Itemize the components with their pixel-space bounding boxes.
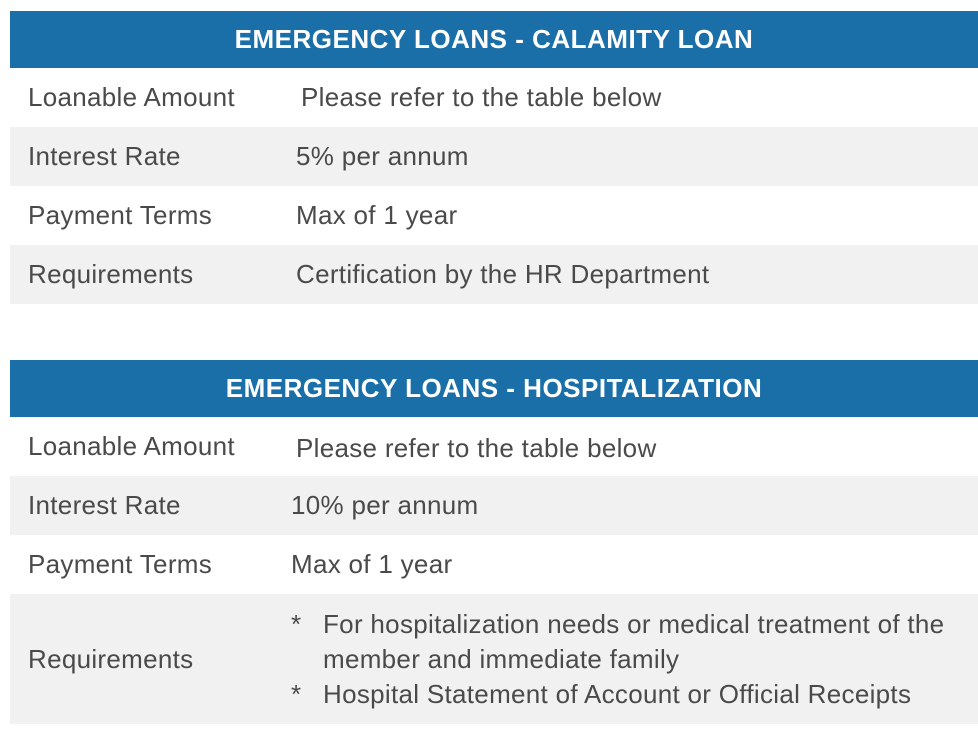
table-row-requirements [10, 594, 978, 724]
row-label: Interest Rate [28, 141, 181, 171]
requirement-text: For hospitalization needs or medical treatment of the member and immediate family [323, 608, 945, 674]
row-label: Loanable Amount [28, 82, 235, 112]
list-item [291, 677, 963, 712]
row-label: Loanable Amount [28, 431, 235, 461]
row-label: Requirements [28, 259, 194, 289]
row-value: Max of 1 year [296, 200, 458, 230]
row-label: Interest Rate [28, 490, 181, 520]
table-row-payment-terms [10, 535, 978, 594]
table-title: EMERGENCY LOANS - HOSPITALIZATION [10, 360, 978, 417]
asterisk-bullet-icon: * [291, 608, 302, 639]
table-row-payment-terms [10, 186, 978, 245]
table-row-interest-rate [10, 127, 978, 186]
table-row-requirements [10, 245, 978, 304]
row-value: 10% per annum [291, 490, 479, 520]
row-label: Payment Terms [28, 549, 213, 579]
table-row-loanable-amount [10, 417, 978, 476]
asterisk-bullet-icon: * [291, 678, 302, 709]
table-row-interest-rate [10, 476, 978, 535]
table-row-loanable-amount [10, 68, 978, 127]
list-item [291, 607, 963, 677]
row-label: Payment Terms [28, 200, 213, 230]
requirement-text: Hospital Statement of Account or Official Receipts [323, 678, 912, 709]
requirements-list [291, 607, 963, 712]
row-value: Please refer to the table below [301, 82, 662, 112]
row-value: Please refer to the table below [296, 433, 657, 463]
table-title: EMERGENCY LOANS - CALAMITY LOAN [10, 11, 978, 68]
row-label: Requirements [28, 643, 194, 674]
row-value: 5% per annum [296, 141, 469, 171]
calamity-loan-table [10, 11, 978, 304]
row-value: Certification by the HR Department [296, 259, 710, 289]
hospitalization-loan-table [10, 360, 978, 724]
row-value: Max of 1 year [291, 549, 453, 579]
